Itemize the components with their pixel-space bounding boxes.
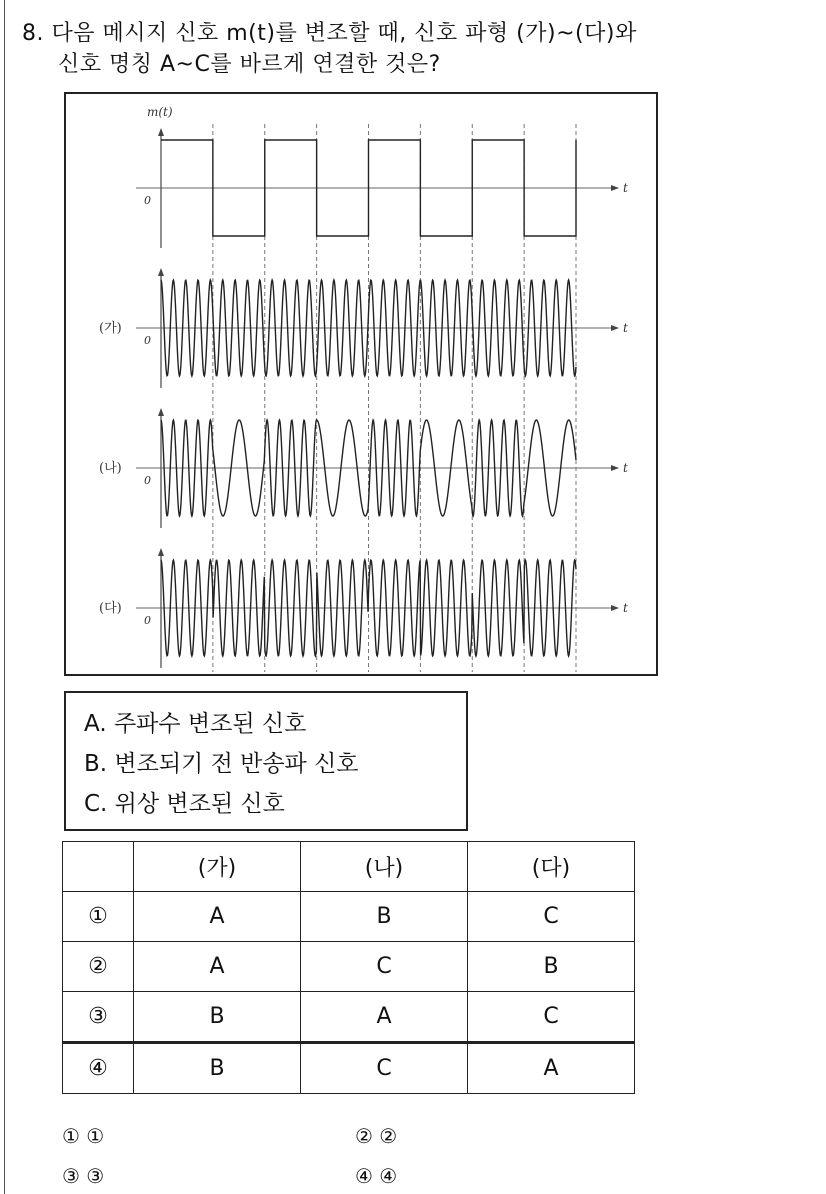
legend-item-b: B. 변조되기 전 반송파 신호 [84,751,359,777]
waveform-figure [64,92,658,676]
table-cell: C [468,892,635,942]
waveform-row-label: (가) [99,321,122,336]
table-cell: B [134,992,301,1043]
axis-arrow-icon [611,185,619,191]
answer-table [62,841,635,1094]
table-row [63,1043,635,1094]
table-cell: B [134,1043,301,1094]
table-cell: A [134,892,301,942]
table-cell-option: ② [63,942,134,992]
answer-choice-1[interactable]: ① ① [62,1124,105,1148]
table-cell: C [301,1043,468,1094]
table-header-cell: (다) [468,842,635,892]
table-row [63,942,635,992]
zero-label: 0 [144,614,151,627]
table-cell: C [301,942,468,992]
time-axis-label: t [623,181,628,195]
legend-item-c: C. 위상 변조된 신호 [84,791,285,817]
zero-label: 0 [144,474,151,487]
left-margin-rule [4,0,5,1194]
table-header-cell: (나) [301,842,468,892]
table-header-row [63,842,635,892]
table-cell-option: ③ [63,992,134,1043]
axis-arrow-icon [158,548,164,556]
time-axis-label: t [623,601,628,615]
waveform-row-label: (나) [99,461,122,476]
zero-label: 0 [144,194,151,207]
zero-label: 0 [144,334,151,347]
axis-arrow-icon [611,325,619,331]
table-cell-option: ① [63,892,134,942]
answer-choice-2[interactable]: ② ② [355,1124,398,1148]
table-cell: B [468,942,635,992]
table-header-cell: (가) [134,842,301,892]
axis-arrow-icon [158,128,164,136]
table-row [63,992,635,1043]
axis-arrow-icon [611,465,619,471]
time-axis-label: t [623,461,628,475]
table-cell-option: ④ [63,1043,134,1094]
axis-arrow-icon [158,268,164,276]
axis-arrow-icon [611,605,619,611]
waveform-row-label: (다) [99,601,122,616]
table-cell: C [468,992,635,1043]
question-text-line-1: 8. 다음 메시지 신호 m(t)를 변조할 때, 신호 파형 (가)~(다)와 [22,21,637,46]
legend-item-a: A. 주파수 변조된 신호 [84,711,307,737]
table-cell: A [468,1043,635,1094]
axis-arrow-icon [158,408,164,416]
legend-box [64,691,468,831]
time-axis-label: t [623,321,628,335]
table-row [63,892,635,942]
table-cell: A [301,992,468,1043]
waveform-svg [66,94,656,674]
answer-choice-3[interactable]: ③ ③ [62,1164,105,1188]
table-cell: A [134,942,301,992]
question-text-line-2: 신호 명칭 A~C를 바르게 연결한 것은? [58,52,441,77]
message-signal-label: m(t) [147,105,173,119]
table-header-cell [63,842,134,892]
answer-choice-4[interactable]: ④ ④ [355,1164,398,1188]
table-cell: B [301,892,468,942]
